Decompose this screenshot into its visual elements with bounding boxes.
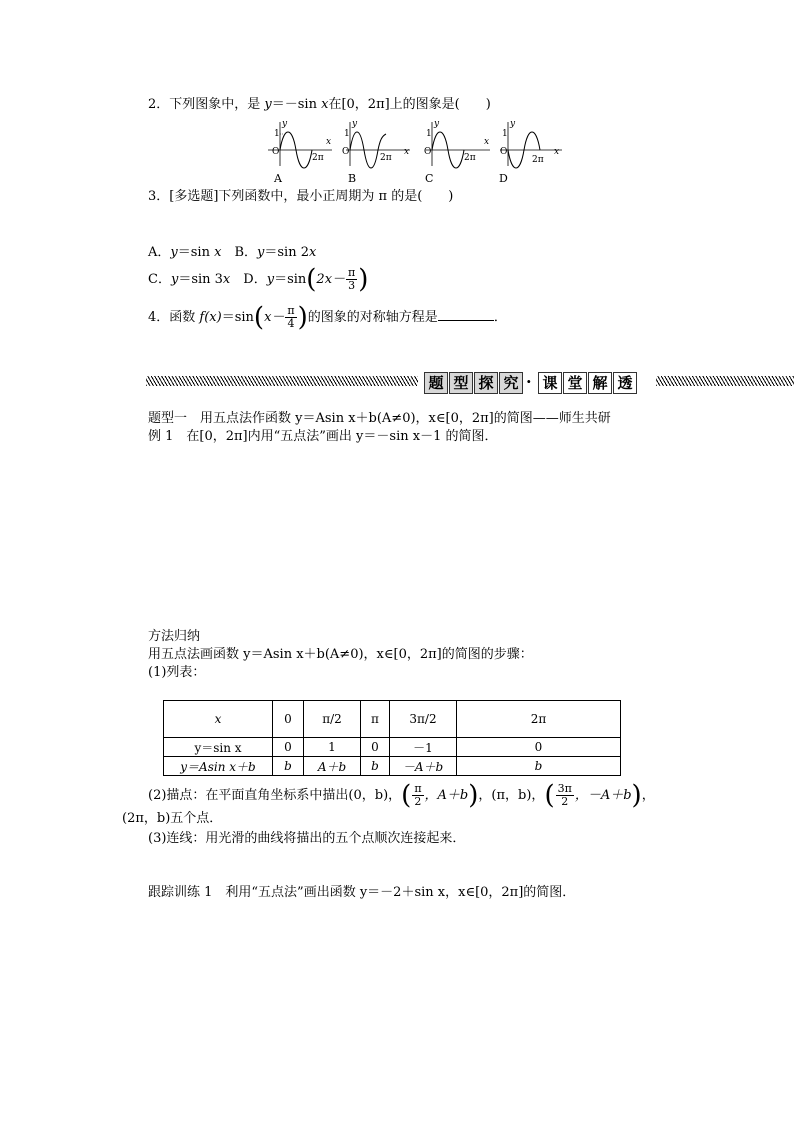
paren-right: ) — [297, 302, 308, 333]
q4-text: 的图象的对称轴方程是 — [307, 310, 438, 325]
method-step2-line2: (2π，b)五个点． — [122, 811, 223, 826]
q2-var-y: y — [264, 97, 272, 112]
func: ＝sin — [177, 245, 215, 260]
var-y: y — [170, 272, 179, 287]
table-cell: 0 — [457, 738, 621, 757]
method-line1: 用五点法画函数 y＝Asin x＋b(A≠0)，x∈[0，2π]的简图的步骤： — [148, 647, 533, 662]
frac-den: 4 — [287, 317, 295, 330]
example-1: 例 1 在[0，2π]内用“五点法”画出 y＝－sin x－1 的简图． — [148, 429, 498, 444]
label-one: 1 — [274, 129, 280, 139]
var-x: x — [214, 245, 222, 260]
option-label: D． — [230, 272, 267, 287]
table-cell: y＝sin x — [164, 738, 273, 757]
q3-options-cd — [148, 262, 368, 298]
func: ＝sin — [274, 272, 307, 287]
frac-num: 3π — [557, 782, 572, 795]
paren-right: ) — [631, 780, 642, 811]
var-y: y — [266, 272, 275, 287]
paren-right: ) — [468, 780, 479, 811]
inner-expr: 2x－ — [316, 272, 346, 287]
graph-d — [500, 119, 562, 168]
paren-right: ) — [358, 264, 369, 295]
banner-char: 题 — [424, 372, 448, 394]
banner-char: 探 — [474, 372, 498, 394]
fraction-3pi-2 — [556, 783, 574, 808]
graph-b — [342, 119, 410, 168]
banner-char: 型 — [449, 372, 473, 394]
table-cell: A＋b — [304, 757, 361, 776]
banner-char: 透 — [613, 372, 637, 394]
graph-a — [268, 119, 332, 168]
label-one: 1 — [344, 129, 350, 139]
section-banner — [146, 370, 794, 394]
frac-den: 2 — [414, 795, 422, 808]
fraction-pi-3 — [346, 267, 357, 292]
label-x: x — [404, 147, 410, 157]
frac-num: π — [348, 266, 356, 279]
label-y: y — [434, 119, 440, 129]
frac-den: 2 — [561, 795, 569, 808]
q4-text: ． — [493, 310, 507, 325]
step2-text: ，－A＋b — [574, 788, 632, 803]
step2-text: ， — [641, 788, 655, 803]
practice-1: 跟踪训练 1 利用“五点法”画出函数 y＝－2＋sin x，x∈[0，2π]的简图． — [148, 885, 576, 900]
table-cell: 3π/2 — [390, 701, 457, 738]
table-row — [164, 738, 621, 757]
step2-text: (2)描点：在平面直角坐标系中描出(0，b)， — [148, 788, 402, 803]
paren-left: ( — [544, 780, 555, 811]
banner-char: 解 — [588, 372, 612, 394]
method-step3: (3)连线：用光滑的曲线将描出的五个点顺次连接起来． — [148, 831, 466, 846]
graph-label-c: C — [425, 172, 434, 185]
table-cell: 0 — [273, 738, 304, 757]
label-2pi: 2π — [464, 153, 476, 163]
graph-label-d: D — [499, 172, 508, 185]
table-cell: 0 — [273, 701, 304, 738]
banner-hatch-left — [146, 376, 418, 386]
question-2 — [148, 96, 491, 114]
method-step2 — [148, 778, 655, 814]
label-origin: O — [342, 147, 350, 157]
q2-text: ＝－sin — [271, 97, 322, 112]
var-y: y — [170, 245, 178, 260]
question-3: 3．[多选题]下列函数中，最小正周期为 π 的是( ) — [148, 189, 454, 204]
frac-num: π — [287, 304, 295, 317]
method-step1: (1)列表： — [148, 665, 206, 680]
table-cell: 1 — [304, 738, 361, 757]
label-2pi: 2π — [532, 155, 544, 165]
q2-var-x: x — [321, 97, 329, 112]
fraction-pi-4 — [285, 305, 296, 330]
paren-left: ( — [253, 302, 265, 333]
label-2pi: 2π — [312, 153, 324, 163]
banner-char: 堂 — [563, 372, 587, 394]
option-label: B． — [221, 245, 257, 260]
graph-label-b: B — [348, 172, 357, 185]
method-heading: 方法归纳 — [148, 629, 201, 644]
label-one: 1 — [502, 129, 508, 139]
label-x: x — [484, 137, 490, 147]
graph-c — [424, 119, 490, 168]
paren-left: ( — [401, 780, 412, 811]
label-y: y — [352, 119, 358, 129]
table-row — [164, 757, 621, 776]
table-cell: y＝Asin x＋b — [164, 757, 273, 776]
q3-options-ab — [148, 244, 316, 262]
paren-left: ( — [306, 264, 317, 295]
label-origin: O — [424, 147, 432, 157]
banner-char: 究 — [499, 372, 523, 394]
table-cell: －A＋b — [390, 757, 457, 776]
label-y: y — [510, 119, 516, 129]
q4-fx: f(x) — [199, 310, 222, 325]
func: ＝sin 2 — [264, 245, 309, 260]
label-origin: O — [500, 147, 508, 157]
table-cell: x — [164, 701, 273, 738]
q2-text: 2．下列图象中，是 — [148, 97, 265, 112]
option-label: A． — [148, 245, 171, 260]
q4-text: 4．函数 — [148, 310, 200, 325]
type-1-title: 题型一 用五点法作函数 y＝Asin x＋b(A≠0)，x∈[0，2π]的简图——师生共研 — [148, 411, 611, 426]
label-2pi: 2π — [380, 153, 392, 163]
table-cell: b — [361, 757, 390, 776]
graph-label-a: A — [274, 172, 282, 185]
q2-text: 在[0，2π]上的图象是( ) — [328, 97, 491, 112]
var-x: x — [308, 245, 317, 260]
var-y: y — [257, 245, 265, 260]
frac-den: 3 — [348, 279, 356, 292]
banner-hatch-right — [656, 376, 794, 386]
func: ＝sin 3 — [178, 272, 223, 287]
table-cell: π — [361, 701, 390, 738]
table-cell: 0 — [361, 738, 390, 757]
table-cell: b — [273, 757, 304, 776]
label-x: x — [554, 147, 560, 157]
question-4 — [148, 300, 507, 336]
banner-char: 课 — [538, 372, 562, 394]
option-label: C． — [148, 272, 171, 287]
q2-graph-options — [262, 118, 562, 184]
table-cell: －1 — [390, 738, 457, 757]
banner-dot: · — [526, 372, 532, 391]
label-one: 1 — [426, 129, 432, 139]
frac-num: π — [414, 782, 422, 795]
table-row — [164, 701, 621, 738]
step2-text: ，A＋b — [424, 788, 469, 803]
label-y: y — [282, 119, 288, 129]
table-cell: b — [457, 757, 621, 776]
label-origin: O — [272, 147, 280, 157]
answer-blank[interactable] — [438, 308, 494, 321]
fraction-pi-2 — [412, 783, 423, 808]
label-x: x — [326, 137, 332, 147]
var-x: x — [222, 272, 231, 287]
step2-text: ，(π，b)， — [478, 788, 545, 803]
table-cell: π/2 — [304, 701, 361, 738]
five-point-table — [163, 700, 621, 776]
table-cell: 2π — [457, 701, 621, 738]
q4-text: ＝sin — [221, 310, 254, 325]
inner-expr: x－ — [264, 310, 285, 325]
